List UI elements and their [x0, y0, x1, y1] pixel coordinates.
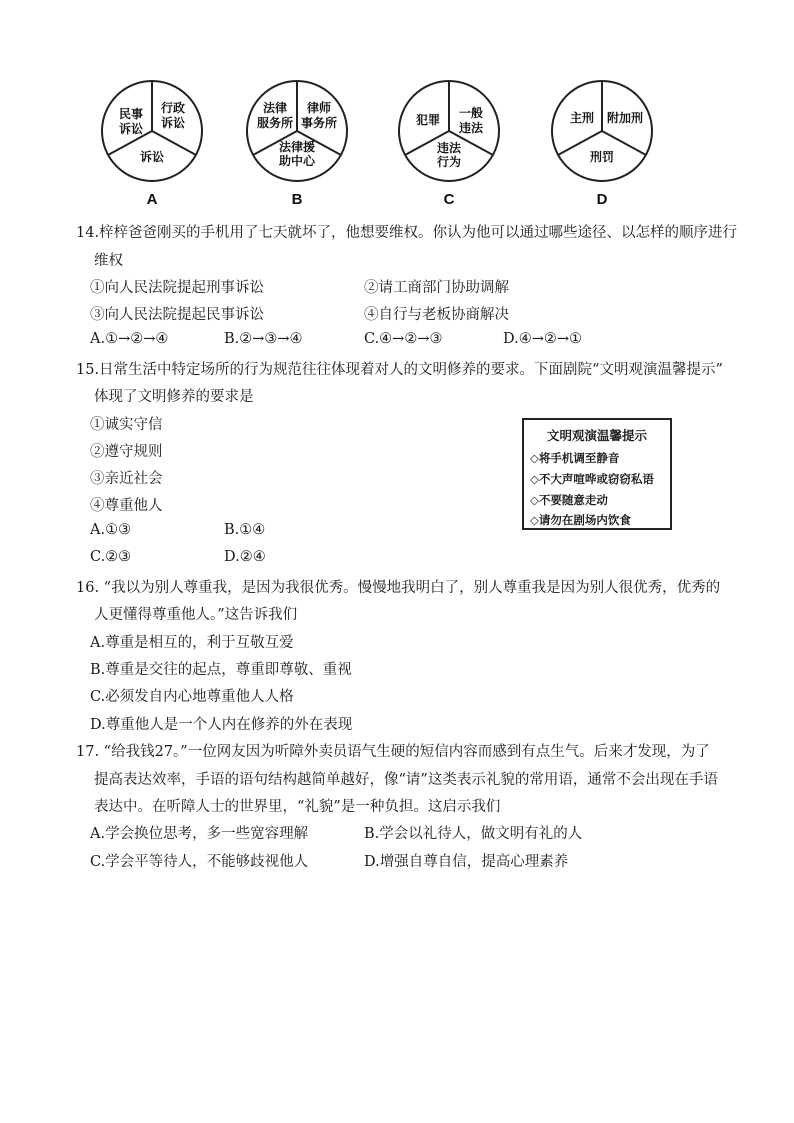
- diagram-b-right-l1: 律师: [306, 101, 332, 115]
- q15-choice-b[interactable]: B.①④: [224, 522, 266, 538]
- diagram-b-bottom-l1: 法律援: [278, 140, 316, 154]
- diagram-d: [552, 81, 652, 208]
- diagram-b-left-l1: 法律: [262, 101, 288, 115]
- diagram-a-left-l2: 诉讼: [118, 122, 144, 136]
- notice-item: ◇不要随意走动: [530, 493, 608, 507]
- diagram-d-left-l1: 主刑: [569, 111, 595, 125]
- diagram-b-right-l2: 事务所: [300, 116, 338, 130]
- diagram-c-label: C: [443, 191, 455, 208]
- q14-option-3: ③向人民法院提起民事诉讼: [90, 307, 264, 323]
- diagram-b: [247, 81, 347, 208]
- diagram-a-label: A: [146, 191, 158, 208]
- q15-choice-a[interactable]: A.①③: [90, 522, 132, 538]
- q17-choice-d[interactable]: D.增强自尊自信，提高心理素养: [364, 854, 569, 870]
- diagram-a-left-l1: 民事: [118, 107, 144, 121]
- q16-stem-line2: 人更懂得尊重他人。”这告诉我们: [94, 607, 298, 623]
- q15-stem-line1: 15.日常生活中特定场所的行为规范往往体现着对人的文明修养的要求。下面剧院“文明观演温馨提示”: [76, 362, 723, 378]
- diagram-b-label: B: [291, 191, 303, 208]
- theater-notice-box: [522, 418, 672, 530]
- q16-choice-b[interactable]: B.尊重是交往的起点，尊重即尊敬、重视: [90, 662, 352, 678]
- q17-choice-b[interactable]: B.学会以礼待人，做文明有礼的人: [364, 826, 583, 842]
- q17-stem-line2: 提高表达效率，手语的语句结构越简单越好，像“请”这类表示礼貌的常用语，通常不会出现在手语: [94, 772, 718, 788]
- q17-stem-line1: 17. “给我钱27。”一位网友因为听障外卖员语气生硬的短信内容而感到有点生气。后来才发现，为了: [76, 744, 710, 760]
- diagram-b-bottom-l2: 助中心: [278, 154, 316, 168]
- q15-option-2: ②遵守规则: [90, 444, 163, 460]
- notice-item: ◇将手机调至静音: [530, 451, 620, 465]
- diagram-c-bottom-l2: 行为: [436, 155, 462, 169]
- q14-stem-line1: 14.梓梓爸爸刚买的手机用了七天就坏了，他想要维权。你认为他可以通过哪些途径、以怎样的顺序进行: [76, 225, 738, 241]
- q15-stem-line2: 体现了文明修养的要求是: [94, 389, 254, 405]
- q14-option-4: ④自行与老板协商解决: [364, 307, 509, 323]
- q15-option-4: ④尊重他人: [90, 498, 163, 514]
- q17-choice-a[interactable]: A.学会换位思考，多一些宽容理解: [90, 826, 309, 842]
- q14-choice-b[interactable]: B.②→③→④: [224, 331, 303, 347]
- diagram-a-bottom-l1: 诉讼: [139, 150, 165, 164]
- q15-option-1: ①诚实守信: [90, 417, 163, 433]
- diagram-d-right-l1: 附加刑: [606, 111, 644, 125]
- diagram-c: [399, 81, 499, 208]
- diagram-c-right-l2: 违法: [458, 121, 484, 135]
- q17-choice-c[interactable]: C.学会平等待人，不能够歧视他人: [90, 854, 309, 870]
- q14-option-2: ②请工商部门协助调解: [364, 280, 509, 296]
- diagram-b-left-l2: 服务所: [256, 116, 294, 130]
- q14-choice-c[interactable]: C.④→②→③: [364, 331, 443, 347]
- q17-stem-line3: 表达中。在听障人士的世界里，“礼貌”是一种负担。这启示我们: [94, 799, 501, 815]
- q16-stem-line1: 16. “我以为别人尊重我，是因为我很优秀。慢慢地我明白了，别人尊重我是因为别人很优秀，优秀的: [76, 580, 721, 596]
- notice-item: ◇不大声喧哗或窃窃私语: [530, 472, 654, 486]
- q15-choice-c[interactable]: C.②③: [90, 549, 132, 565]
- q16-choice-c[interactable]: C.必须发自内心地尊重他人人格: [90, 689, 294, 705]
- q15-choice-d[interactable]: D.②④: [224, 549, 266, 565]
- q15-option-3: ③亲近社会: [90, 471, 163, 487]
- q14-choice-d[interactable]: D.④→②→①: [503, 331, 583, 347]
- q14-stem-line2: 维权: [94, 253, 123, 269]
- q14-choice-a[interactable]: A.①→②→④: [90, 331, 169, 347]
- q16-choice-a[interactable]: A.尊重是相互的，利于互敬互爱: [90, 635, 294, 651]
- diagram-c-right-l1: 一般: [458, 106, 484, 120]
- diagram-a-right-l1: 行政: [160, 101, 186, 115]
- q14-option-1: ①向人民法院提起刑事诉讼: [90, 280, 264, 296]
- diagram-a-right-l2: 诉讼: [160, 116, 186, 130]
- diagram-a: [102, 81, 202, 208]
- notice-title: 文明观演温馨提示: [546, 428, 647, 443]
- diagram-c-bottom-l1: 违法: [436, 141, 462, 155]
- circle-diagrams: [0, 0, 794, 215]
- diagram-c-left-l1: 犯罪: [415, 113, 441, 127]
- q16-choice-d[interactable]: D.尊重他人是一个人内在修养的外在表现: [90, 717, 353, 733]
- notice-item: ◇请勿在剧场内饮食: [530, 513, 631, 527]
- diagram-d-label: D: [596, 191, 608, 208]
- diagram-d-bottom-l1: 刑罚: [589, 150, 615, 164]
